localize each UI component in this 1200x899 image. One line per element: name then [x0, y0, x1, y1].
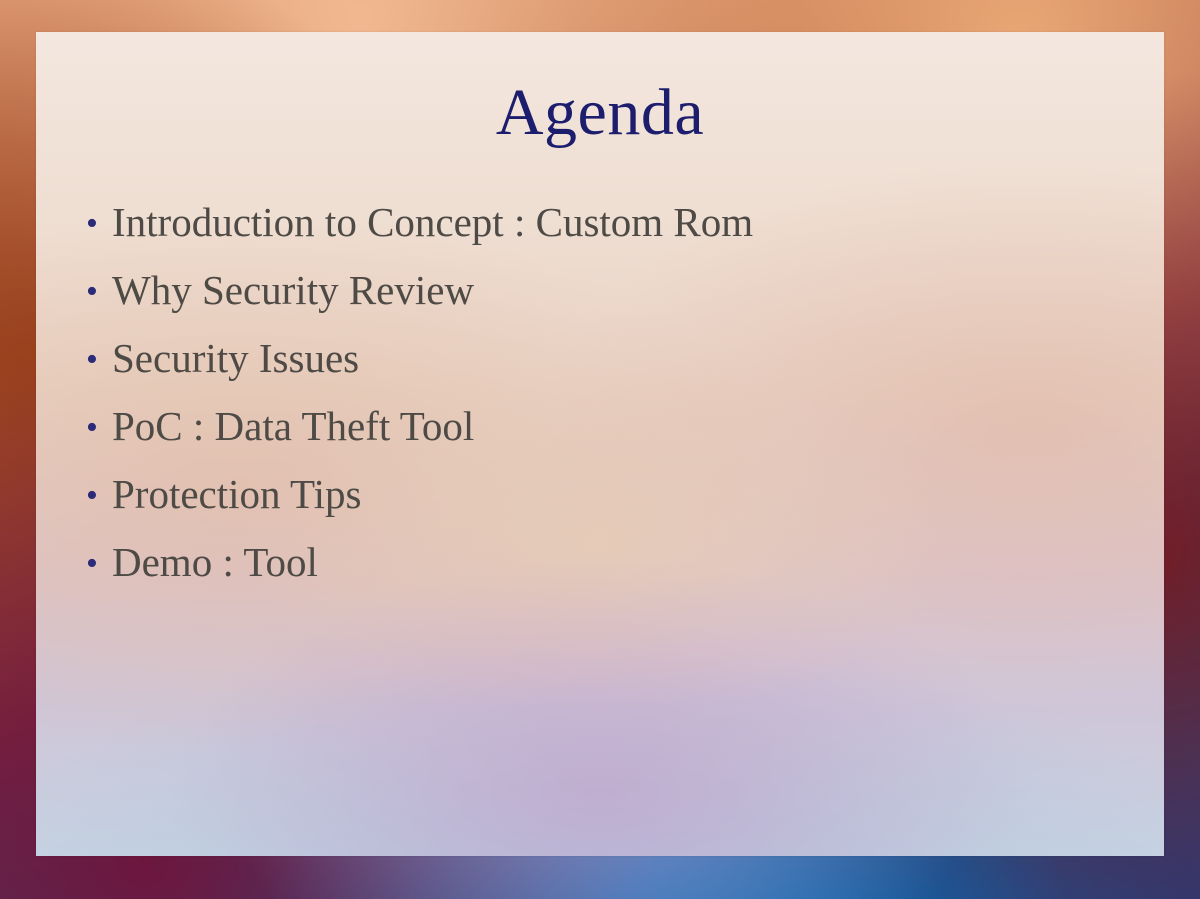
list-item: [72, 268, 1112, 314]
bullet-point-icon: •: [86, 476, 98, 514]
list-item: [72, 336, 1112, 382]
list-item-label: Why Security Review: [112, 266, 475, 313]
list-item-label: Introduction to Concept : Custom Rom: [112, 199, 754, 245]
list-item: [72, 472, 1112, 518]
list-item-label: Security Issues: [112, 334, 360, 381]
list-item: [72, 200, 1112, 246]
list-item-label: PoC : Data Theft Tool: [112, 402, 475, 449]
bullet-point-icon: •: [86, 272, 98, 310]
bullet-point-icon: •: [86, 544, 98, 582]
bullet-point-icon: •: [86, 340, 98, 378]
list-item-label: Protection Tips: [112, 470, 362, 517]
page-title: Agenda: [495, 76, 705, 149]
list-item: [72, 540, 1112, 586]
list-item-label: Demo : Tool: [112, 538, 318, 585]
agenda-bullet-list: [72, 200, 1112, 607]
bullet-point-icon: •: [86, 408, 98, 446]
bullet-point-icon: •: [86, 205, 98, 242]
list-item: [72, 404, 1112, 450]
slide-content-panel: [36, 32, 1164, 856]
